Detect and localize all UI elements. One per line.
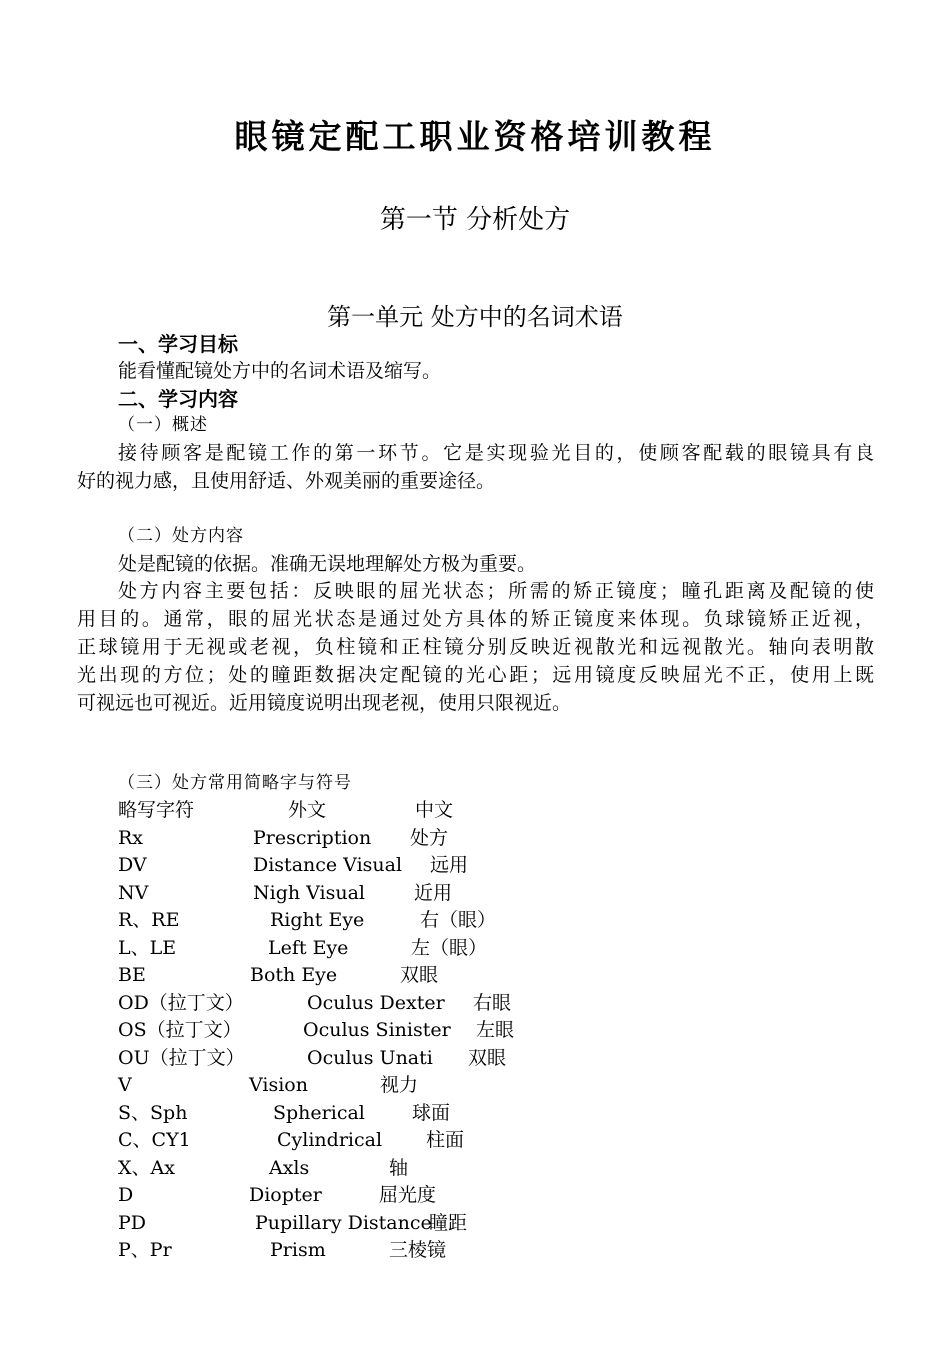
unit-title: 第一单元 处方中的名词术语 <box>327 303 623 331</box>
prescription-line: 处方内容主要包括：反映眼的屈光状态；所需的矫正镜度；瞳孔距离及配镜的使 <box>118 580 874 602</box>
foreign-cell: Vision <box>249 1074 308 1096</box>
prescription-paragraph <box>77 577 874 717</box>
prescription-intro: 处是配镜的依据。准确无误地理解处方极为重要。 <box>118 553 537 575</box>
prescription-heading: （二）处方内容 <box>118 526 244 546</box>
column-header-abbr: 略写字符 <box>118 799 195 821</box>
foreign-cell: Diopter <box>249 1184 322 1206</box>
abbr-cell: Rx <box>118 827 144 849</box>
chinese-cell: 柱面 <box>426 1129 465 1151</box>
abbr-cell: X、Ax <box>118 1157 175 1179</box>
chinese-cell: 视力 <box>380 1074 419 1096</box>
objectives-text: 能看懂配镜处方中的名词术语及缩写。 <box>118 360 442 382</box>
abbr-cell: BE <box>118 964 146 986</box>
chinese-cell: 远用 <box>430 854 469 876</box>
chinese-cell: 近用 <box>414 882 453 904</box>
overview-line: 接待顾客是配镜工作的第一环节。它是实现验光目的，使顾客配载的眼镜具有良 <box>118 442 874 464</box>
chinese-cell: 左（眼） <box>411 937 488 959</box>
foreign-cell: Oculus Dexter <box>307 992 445 1014</box>
abbr-cell: R、RE <box>118 909 180 931</box>
prescription-line: 正球镜用于无视或老视，负柱镜和正柱镜分别反映近视散光和远视散光。轴向表明散 <box>77 636 874 658</box>
prescription-line: 用目的。通常，眼的屈光状态是通过处方具体的矫正镜度来体现。负球镜矫正近视， <box>77 608 874 630</box>
overview-line: 好的视力感，且使用舒适、外观美丽的重要途径。 <box>77 470 496 492</box>
abbr-cell: OS（拉丁文） <box>118 1019 242 1041</box>
abbr-cell: L、LE <box>118 937 177 959</box>
chinese-cell: 屈光度 <box>379 1184 437 1206</box>
chinese-cell: 三棱镜 <box>389 1239 447 1261</box>
abbr-cell: DV <box>118 854 147 876</box>
foreign-cell: Left Eye <box>268 937 349 959</box>
column-header-chinese: 中文 <box>415 799 454 821</box>
chinese-cell: 右眼 <box>473 992 512 1014</box>
abbr-cell: D <box>118 1184 134 1206</box>
chinese-cell: 双眼 <box>400 964 439 986</box>
foreign-cell: Both Eye <box>250 964 338 986</box>
foreign-cell: Prism <box>270 1239 326 1261</box>
chinese-cell: 轴 <box>389 1157 409 1179</box>
abbr-cell: OU（拉丁文） <box>118 1047 245 1069</box>
abbr-cell: NV <box>118 882 149 904</box>
foreign-cell: Cylindrical <box>277 1129 383 1151</box>
overview-heading: （一）概述 <box>118 415 208 435</box>
abbreviations-heading: （三）处方常用简略字与符号 <box>118 773 352 793</box>
content-heading: 二、学习内容 <box>118 387 238 411</box>
column-header-foreign: 外文 <box>288 799 327 821</box>
prescription-line: 光出现的方位；处的瞳距数据决定配镜的光心距；远用镜度反映屈光不正，使用上既 <box>77 664 874 686</box>
chinese-cell: 球面 <box>412 1102 451 1124</box>
foreign-cell: Oculus Sinister <box>303 1019 451 1041</box>
foreign-cell: Pupillary Distance <box>255 1212 432 1234</box>
abbr-cell: S、Sph <box>118 1102 188 1124</box>
section-title: 第一节 分析处方 <box>379 205 571 235</box>
chinese-cell: 左眼 <box>476 1019 515 1041</box>
abbr-cell: OD（拉丁文） <box>118 992 244 1014</box>
overview-paragraph <box>77 439 874 495</box>
foreign-cell: Nigh Visual <box>253 882 365 904</box>
abbr-cell: V <box>118 1074 132 1096</box>
prescription-line: 可视远也可视近。近用镜度说明出现老视，使用只限视近。 <box>77 692 572 714</box>
chinese-cell: 处方 <box>410 827 449 849</box>
foreign-cell: Distance Visual <box>253 854 403 876</box>
abbr-cell: PD <box>118 1212 147 1234</box>
foreign-cell: Right Eye <box>270 909 365 931</box>
foreign-cell: Axls <box>269 1157 310 1179</box>
abbr-cell: C、CY1 <box>118 1129 191 1151</box>
foreign-cell: Prescription <box>253 827 372 849</box>
document-title: 眼镜定配工职业资格培训教程 <box>234 117 716 156</box>
chinese-cell: 瞳距 <box>429 1212 468 1234</box>
foreign-cell: Spherical <box>273 1102 365 1124</box>
foreign-cell: Oculus Unati <box>307 1047 433 1069</box>
chinese-cell: 双眼 <box>468 1047 507 1069</box>
chinese-cell: 右（眼） <box>420 909 497 931</box>
abbr-cell: P、Pr <box>118 1239 172 1261</box>
objectives-heading: 一、学习目标 <box>118 332 238 356</box>
